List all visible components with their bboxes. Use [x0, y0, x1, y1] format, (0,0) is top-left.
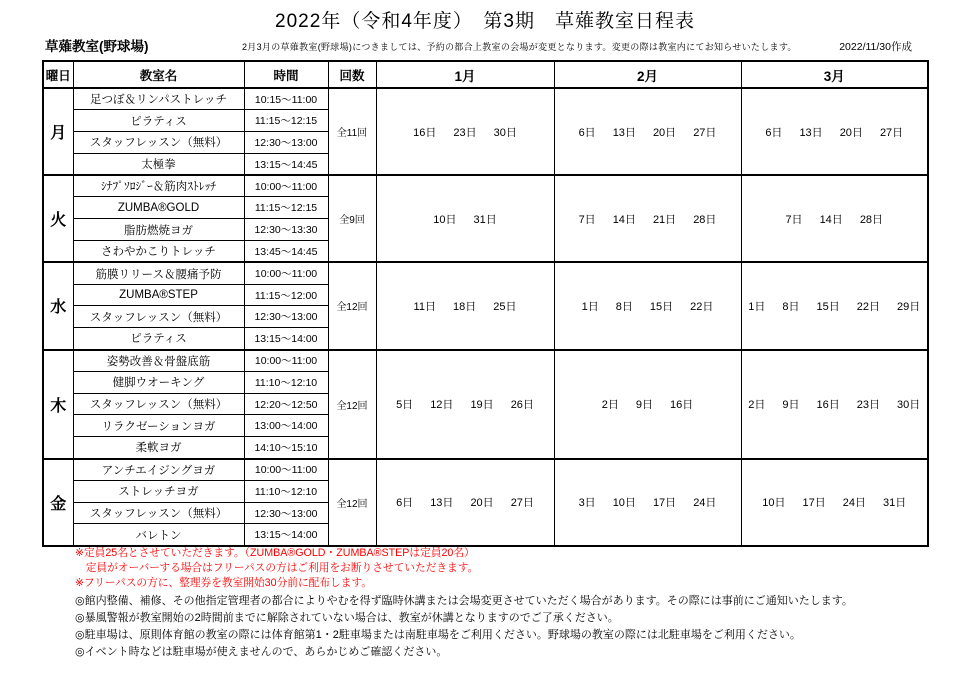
session-count-cell: [328, 459, 376, 546]
date: 21日: [652, 213, 677, 226]
session-count: 全12回: [336, 400, 368, 412]
class-time: 11:15～12:00: [254, 289, 318, 302]
class-time-cell: [244, 306, 328, 328]
date: 20日: [839, 126, 863, 139]
header-count: 回数: [328, 61, 376, 88]
date: 29日: [897, 300, 921, 313]
class-time-cell: [244, 219, 328, 241]
class-time-cell: [244, 197, 328, 219]
class-name: 脂肪燃焼ヨガ: [124, 224, 193, 237]
date-list: [748, 298, 920, 314]
date: 9日: [635, 399, 653, 412]
class-name: リラクゼーションヨガ: [101, 420, 216, 433]
class-time: 13:45～14:45: [254, 245, 318, 258]
date: 11日: [413, 300, 436, 313]
class-row: [43, 459, 928, 481]
class-name: ｼﾅﾌﾟｿﾛｼﾞｰ＆筋肉ｽﾄﾚｯﾁ: [101, 181, 216, 194]
date-list: [413, 124, 517, 140]
session-count-cell: [328, 88, 376, 175]
date: 25日: [493, 300, 517, 313]
class-name-cell: [73, 241, 244, 263]
date: 8日: [782, 300, 800, 313]
class-time-cell: [244, 241, 328, 263]
schedule-body: [43, 88, 928, 546]
class-name: 足つぼ＆リンパストレッチ: [89, 94, 228, 107]
date-list: [414, 298, 517, 314]
month-dates-feb: [554, 88, 741, 175]
class-name: ピラティス: [130, 115, 187, 128]
class-name-cell: [73, 132, 244, 154]
class-time-cell: [244, 437, 328, 459]
class-time-cell: [244, 132, 328, 154]
class-name-cell: [73, 219, 244, 241]
class-name-cell: [73, 88, 244, 110]
date: 16日: [670, 399, 694, 412]
class-name: 筋膜リリース＆腰痛予防: [95, 268, 222, 281]
class-name: さわやかこりトレッチ: [101, 246, 216, 259]
month-dates-jan: [376, 459, 554, 546]
date: 17日: [652, 497, 677, 510]
date: 31日: [883, 497, 907, 510]
class-time: 10:00～11:00: [254, 355, 318, 368]
date: 28日: [693, 213, 717, 226]
class-name: 柔軟ヨガ: [135, 442, 182, 455]
date: 30日: [897, 399, 921, 412]
date: 13日: [612, 126, 636, 139]
class-name: アンチエイジングヨガ: [101, 464, 216, 477]
date-list: [785, 211, 883, 227]
class-time: 13:00～14:00: [254, 420, 318, 433]
date: 6日: [578, 126, 596, 139]
general-notes: [75, 593, 853, 661]
date-list: [579, 211, 717, 227]
session-count: 全11回: [336, 128, 368, 140]
date: 15日: [649, 300, 674, 313]
class-time-cell: [244, 480, 328, 502]
class-row: [43, 350, 928, 372]
date: 2日: [601, 399, 619, 412]
session-count-cell: [328, 262, 376, 349]
month-dates-feb: [554, 175, 741, 262]
date: 1日: [581, 300, 599, 313]
session-count-cell: [328, 175, 376, 262]
date: 5日: [396, 399, 414, 412]
class-time-cell: [244, 110, 328, 132]
class-name: ZUMBA®STEP: [119, 289, 198, 302]
class-name: 太極拳: [141, 159, 176, 172]
date-list: [582, 298, 714, 314]
date: 13日: [799, 126, 823, 139]
date: 10日: [612, 497, 636, 510]
class-name-cell: [73, 480, 244, 502]
day-label: 木: [50, 397, 67, 415]
month-dates-mar: [741, 88, 928, 175]
month-dates-feb: [554, 459, 741, 546]
class-row: [43, 88, 928, 110]
month-dates-feb: [554, 262, 741, 349]
day-label: 火: [50, 212, 67, 230]
class-name: スタッフレッスン（無料）: [89, 399, 228, 412]
header-day: 曜日: [43, 61, 73, 88]
class-name: バレトン: [135, 529, 182, 542]
date: 20日: [652, 126, 677, 139]
class-time: 12:30～13:30: [254, 224, 318, 237]
month-dates-mar: [741, 459, 928, 546]
day-label: 月: [50, 125, 67, 143]
schedule-table: [42, 60, 929, 547]
class-time-cell: [244, 371, 328, 393]
class-time-cell: [244, 284, 328, 306]
header-time: 時間: [244, 61, 328, 88]
date-list: [579, 494, 717, 510]
red-note-line: ※フリーパスの方に、整理券を教室開始30分前に配布します。: [75, 577, 372, 589]
day-cell: [43, 262, 73, 349]
header-class: 教室名: [73, 61, 244, 88]
notice-line: ◎館内整備、補修、その他指定管理者の都合によりやむを得ず臨時休講または会場変更させていただく場合があります。その際には事前にご通知いたします。: [75, 595, 853, 607]
class-name-cell: [73, 153, 244, 175]
date: 9日: [782, 399, 800, 412]
class-time: 10:00～11:00: [254, 268, 318, 281]
date: 13日: [430, 497, 454, 510]
class-time: 12:30～13:00: [254, 507, 318, 520]
class-name: 健脚ウオーキング: [112, 377, 205, 390]
month-dates-jan: [376, 262, 554, 349]
date: 6日: [396, 497, 414, 510]
date: 23日: [453, 126, 477, 139]
date: 28日: [859, 213, 884, 226]
day-cell: [43, 459, 73, 546]
notice-line: ◎イベント時などは駐車場が使えませんので、あらかじめご確認ください。: [75, 646, 448, 658]
class-name: ピラティス: [130, 333, 187, 346]
day-label: 水: [50, 299, 67, 317]
date: 14日: [819, 213, 843, 226]
class-name-cell: [73, 110, 244, 132]
class-name-cell: [73, 459, 244, 481]
class-time-cell: [244, 393, 328, 415]
class-name-cell: [73, 262, 244, 284]
date: 26日: [510, 399, 534, 412]
month-dates-jan: [376, 350, 554, 459]
class-name-cell: [73, 175, 244, 197]
class-time: 13:15～14:45: [254, 158, 318, 171]
date: 7日: [785, 213, 803, 226]
day-label: 金: [50, 495, 67, 513]
date: 17日: [802, 497, 826, 510]
class-name: ZUMBA®GOLD: [117, 201, 200, 214]
class-time-cell: [244, 459, 328, 481]
date: 16日: [816, 399, 840, 412]
class-name: 姿勢改善＆骨盤底筋: [106, 355, 211, 368]
month-dates-jan: [376, 88, 554, 175]
month-dates-mar: [741, 262, 928, 349]
class-time-cell: [244, 262, 328, 284]
class-time: 10:00～11:00: [254, 180, 318, 193]
class-name-cell: [73, 502, 244, 524]
day-cell: [43, 350, 73, 459]
date: 8日: [615, 300, 633, 313]
class-time: 10:15～11:00: [254, 93, 318, 106]
class-time-cell: [244, 415, 328, 437]
header-row: [43, 61, 928, 88]
date: 27日: [510, 497, 534, 510]
month-dates-mar: [741, 350, 928, 459]
date: 24日: [842, 497, 866, 510]
date: 24日: [693, 497, 717, 510]
class-row: [43, 262, 928, 284]
class-name-cell: [73, 284, 244, 306]
class-time: 12:20～12:50: [254, 398, 318, 411]
class-name-cell: [73, 197, 244, 219]
date-list: [396, 494, 534, 510]
month-dates-feb: [554, 350, 741, 459]
date-list: [765, 124, 903, 140]
red-notes: [75, 546, 478, 591]
class-name-cell: [73, 393, 244, 415]
date-list: [433, 211, 497, 227]
date: 6日: [765, 126, 783, 139]
date: 10日: [762, 497, 786, 510]
class-time-cell: [244, 524, 328, 546]
created-date: 2022/11/30作成: [839, 41, 912, 53]
date-list: [579, 124, 717, 140]
date: 16日: [413, 126, 437, 139]
class-time: 11:10～12:10: [254, 485, 318, 498]
class-name-cell: [73, 350, 244, 372]
date: 14日: [612, 213, 636, 226]
date: 27日: [693, 126, 717, 139]
session-count-cell: [328, 350, 376, 459]
date: 1日: [748, 300, 766, 313]
class-name: スタッフレッスン（無料）: [89, 137, 228, 150]
date: 27日: [879, 126, 904, 139]
month-dates-jan: [376, 175, 554, 262]
class-name: ストレッチヨガ: [118, 486, 199, 499]
class-name-cell: [73, 437, 244, 459]
class-time: 11:15～12:15: [254, 115, 318, 128]
page-title: 2022年（令和4年度） 第3期 草薙教室日程表: [275, 11, 695, 32]
session-count: 全12回: [336, 302, 368, 314]
day-cell: [43, 88, 73, 175]
venue-label: 草薙教室(野球場): [45, 39, 149, 54]
class-name-cell: [73, 524, 244, 546]
date: 31日: [473, 213, 497, 226]
class-name-cell: [73, 415, 244, 437]
class-time: 12:30～13:00: [254, 136, 318, 149]
class-time-cell: [244, 328, 328, 350]
class-time: 10:00～11:00: [254, 464, 318, 477]
red-note-line: ※定員25名とさせていただきます。（ZUMBA®GOLD・ZUMBA®STEPは定員20名）: [75, 547, 475, 559]
class-name: スタッフレッスン（無料）: [89, 311, 228, 324]
venue-change-notice: 2月3月の草薙教室(野球場)につきましては、予約の都合上教室の会場が変更となります。変更の際は教室内にてお知らせいたします。: [242, 42, 797, 52]
class-row: [43, 175, 928, 197]
date: 12日: [430, 399, 454, 412]
date: 15日: [816, 300, 840, 313]
date: 23日: [856, 399, 880, 412]
date: 7日: [578, 213, 596, 226]
date: 20日: [470, 497, 494, 510]
class-time: 13:15～14:00: [254, 529, 318, 542]
class-time: 11:10～12:10: [254, 376, 318, 389]
class-time: 12:30～13:00: [254, 311, 318, 324]
date-list: [396, 396, 534, 412]
date: 2日: [748, 399, 766, 412]
class-time-cell: [244, 350, 328, 372]
date: 18日: [452, 300, 477, 313]
class-time-cell: [244, 502, 328, 524]
day-cell: [43, 175, 73, 262]
session-count: 全12回: [336, 498, 368, 510]
date: 19日: [470, 399, 494, 412]
class-name-cell: [73, 371, 244, 393]
class-time-cell: [244, 153, 328, 175]
class-name: スタッフレッスン（無料）: [89, 508, 228, 521]
red-note-line: 定員がオーバーする場合はフリーパスの方はご利用をお断りさせていただきます。: [75, 562, 479, 574]
class-name-cell: [73, 306, 244, 328]
header-month-jan: 1月: [376, 61, 554, 88]
class-time: 11:15～12:15: [254, 202, 318, 215]
date: 22日: [856, 300, 880, 313]
date: 10日: [433, 213, 457, 226]
class-time: 13:15～14:00: [254, 332, 318, 345]
date-list: [748, 396, 920, 412]
class-time-cell: [244, 88, 328, 110]
date-list: [602, 396, 694, 412]
header-month-feb: 2月: [554, 61, 741, 88]
date-list: [762, 494, 906, 510]
session-count: 全9回: [339, 215, 365, 227]
notice-line: ◎駐車場は、原則体育館の教室の際には体育館第1・2駐車場または南駐車場をご利用ください。野球場の教室の際には北駐車場をご利用ください。: [75, 629, 801, 641]
class-time: 14:10～15:10: [254, 441, 318, 454]
date: 22日: [690, 300, 714, 313]
date: 3日: [578, 497, 596, 510]
date: 30日: [493, 126, 517, 139]
class-name-cell: [73, 328, 244, 350]
header-month-mar: 3月: [741, 61, 928, 88]
notice-line: ◎暴風警報が教室開始の2時間前までに解除されていない場合は、教室が休講となりますのでご了承ください。: [75, 612, 619, 624]
class-time-cell: [244, 175, 328, 197]
month-dates-mar: [741, 175, 928, 262]
